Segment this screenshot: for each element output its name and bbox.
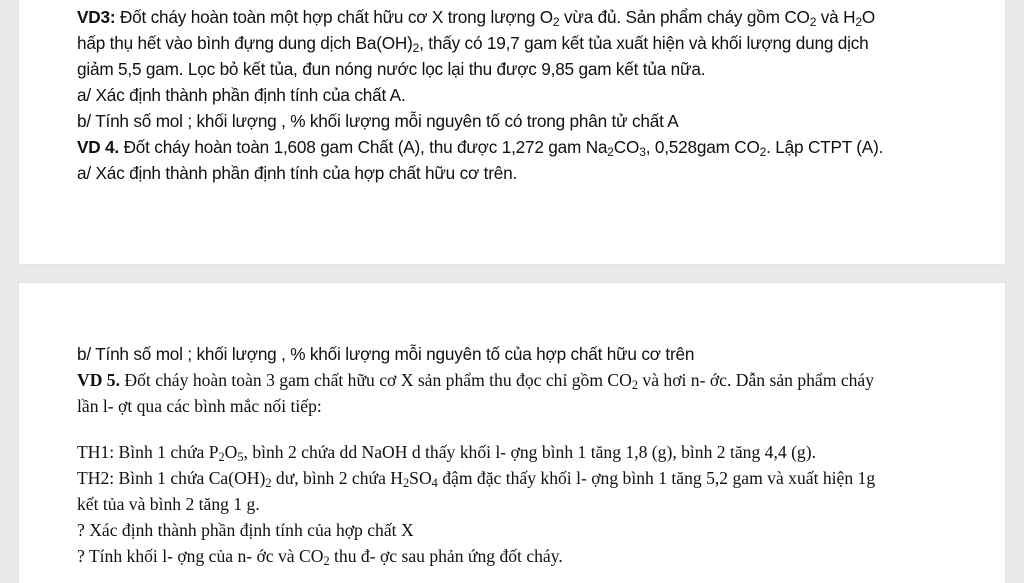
document-page-2 bbox=[19, 283, 1005, 583]
p2-subscript: 2 bbox=[218, 450, 225, 465]
th1-text-a: TH1: Bình 1 chứa P bbox=[77, 442, 219, 462]
vd5-label: VD 5. bbox=[77, 370, 121, 390]
vd5-text-b: và hơi n- ớc. Dẫn sản phẩm cháy bbox=[638, 370, 875, 390]
vd3-text-1a: Đốt cháy hoàn toàn một hợp chất hữu cơ X trong lượng O bbox=[119, 7, 553, 27]
vd3-text-1d: O bbox=[861, 7, 875, 27]
question-2-text-a: ? Tính khối l- ợng của n- ớc và CO bbox=[77, 546, 324, 566]
co3-subscript: 3 bbox=[639, 145, 646, 159]
co2-subscript: 2 bbox=[323, 554, 330, 569]
vd4-text-a: Đốt cháy hoàn toàn 1,608 gam Chất (A), thu được 1,272 gam Na bbox=[119, 137, 608, 157]
vd4-label: VD 4. bbox=[77, 137, 119, 157]
na2-subscript: 2 bbox=[607, 145, 614, 159]
th2-line-1 bbox=[77, 465, 875, 491]
question-2 bbox=[77, 543, 563, 569]
vd4-text-c: , 0,528gam CO bbox=[645, 137, 760, 157]
vd3-line-1 bbox=[77, 4, 875, 30]
th1-text-c: , bình 2 chứa dd NaOH d thấy khối l- ợng bình 1 tăng 1,8 (g), bình 2 tăng 4,4 (g). bbox=[243, 442, 816, 462]
page2-question-b: b/ Tính số mol ; khối lượng , % khối lượng mỗi nguyên tố của hợp chất hữu cơ trên bbox=[77, 344, 695, 364]
o5-subscript: 5 bbox=[237, 450, 244, 465]
so4-subscript: 4 bbox=[431, 476, 438, 491]
vd3-question-b: b/ Tính số mol ; khối lượng , % khối lượng mỗi nguyên tố có trong phân tử chất A bbox=[77, 111, 679, 131]
th2-text-d: đậm đặc thấy khối l- ợng bình 1 tăng 5,2 gam và xuất hiện 1g bbox=[437, 468, 876, 488]
th1-text-b: O bbox=[224, 442, 238, 462]
th2-text-b: dư, bình 2 chứa H bbox=[271, 468, 403, 488]
vd3-label: VD3: bbox=[77, 7, 116, 27]
o2-subscript: 2 bbox=[552, 15, 560, 29]
th2-line-2: kết tủa và bình 2 tăng 1 g. bbox=[77, 494, 260, 514]
question-2-text-b: thu đ- ợc sau phản ứng đốt cháy. bbox=[329, 546, 563, 566]
vd4-line-1 bbox=[77, 134, 883, 160]
co2-subscript: 2 bbox=[631, 378, 639, 393]
vd3-text-1b: vừa đủ. Sản phẩm cháy gồm CO bbox=[559, 7, 810, 27]
caoh2-subscript: 2 bbox=[265, 476, 272, 491]
vd4-text-b: CO bbox=[613, 137, 640, 157]
th2-text-c: SO bbox=[409, 468, 432, 488]
th2-text-a: TH2: Bình 1 chứa Ca(OH) bbox=[77, 468, 266, 488]
vd5-line-1 bbox=[77, 367, 874, 393]
vd5-text-a: Đốt cháy hoàn toàn 3 gam chất hữu cơ X sản phẩm thu đọc chỉ gồm CO bbox=[120, 370, 632, 390]
h2o-subscript: 2 bbox=[855, 15, 862, 29]
vd3-text-1c: và H bbox=[816, 7, 856, 27]
baoh2-subscript: 2 bbox=[412, 41, 420, 55]
vd3-text-2a: hấp thụ hết vào bình đựng dung dịch Ba(OH) bbox=[77, 33, 413, 53]
h2-subscript: 2 bbox=[403, 476, 410, 491]
vd4-question-a: a/ Xác định thành phần định tính của hợp chất hữu cơ trên. bbox=[77, 163, 518, 183]
question-1: ? Xác định thành phần định tính của hợp chất X bbox=[77, 520, 414, 540]
document-page-1 bbox=[19, 0, 1005, 264]
vd4-text-d: . Lập CTPT (A). bbox=[766, 137, 884, 157]
vd3-text-2b: , thấy có 19,7 gam kết tủa xuất hiện và khối lượng dung dịch bbox=[419, 33, 869, 53]
vd3-line-2 bbox=[77, 30, 868, 56]
vd3-question-a: a/ Xác định thành phần định tính của chất A. bbox=[77, 85, 406, 105]
co2-subscript: 2 bbox=[759, 145, 767, 159]
vd3-line-3: giảm 5,5 gam. Lọc bỏ kết tủa, đun nóng nước lọc lại thu được 9,85 gam kết tủa nữa. bbox=[77, 59, 706, 79]
co2-subscript: 2 bbox=[809, 15, 817, 29]
th1-line bbox=[77, 439, 816, 465]
vd5-line-2: lần l- ợt qua các bình mắc nối tiếp: bbox=[77, 396, 322, 416]
